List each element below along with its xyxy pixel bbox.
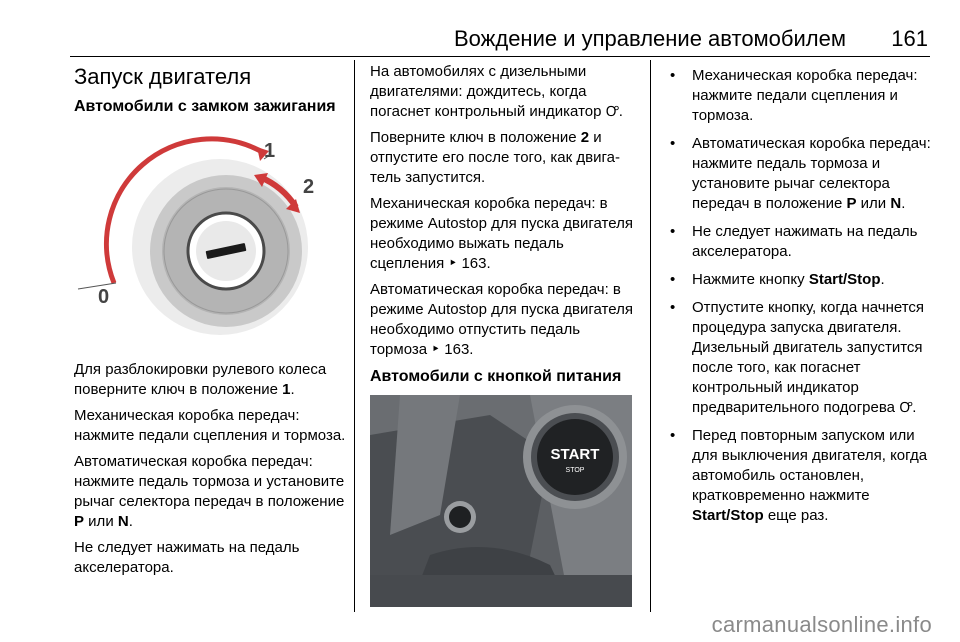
paragraph-automatic-gearbox: Автоматическая коробка передач: нажмите педаль тормоза и установите рычаг селектора передач в положение P или N.: [74, 453, 345, 530]
page-reference-link[interactable]: ‣ 163.: [448, 255, 491, 272]
paragraph-turn-key: Поверните ключ в положение 2 и отпустите его после того, как двигатель запустится.: [370, 129, 620, 186]
figure-label-1: 1: [264, 140, 276, 162]
ignition-lock-figure: [74, 131, 349, 346]
page-number: 161: [891, 26, 928, 51]
paragraph-autostop-automatic: Автоматическая коробка передач: в режиме Autostop для пуска двигателя необходимо отпустить педаль тормоза ‣ 163.: [370, 281, 633, 358]
photo-start-label: START: [550, 446, 600, 463]
subheading-ignition-lock: Автомобили с замком зажигания: [74, 98, 336, 115]
start-stop-photo: [370, 395, 632, 607]
list-item: • Отпустите кнопку, когда начнется процедура запуска двигателя. Дизельный двигатель запустится после того, как погаснет контрольный индикатор предварительного подогрева Ꝍ.: [666, 298, 932, 418]
glow-plug-icon: Ꝍ: [605, 104, 619, 120]
column-1: [74, 58, 349, 584]
list-item: • Нажмите кнопку Start/Stop.: [666, 270, 932, 290]
paragraph-autostop-manual: Механическая коробка передач: в режиме Autostop для пуска двигателя необходимо выжать педаль сцепления ‣ 163.: [370, 195, 633, 272]
page-header: [70, 28, 930, 50]
paragraph-diesel: На автомобилях с дизельными двигателями: дождитесь, когда погаснет контрольный индикатор Ꝍ.: [370, 63, 623, 120]
paragraph-accelerator: Не следует нажимать на педаль акселератора.: [74, 539, 300, 576]
photo-stop-label: STOP: [565, 467, 585, 474]
list-item: • Не следует нажимать на педаль акселератора.: [666, 222, 932, 262]
figure-label-2: 2: [303, 176, 315, 198]
column-2: [370, 58, 638, 612]
list-item: • Автоматическая коробка передач: нажмите педаль тормоза и установите рычаг селектора передач в положение P или N.: [666, 134, 932, 214]
list-item: • Перед повторным запуском или для выключения двигателя, когда автомобиль остановлен, кратковременно нажмите Start/Stop еще раз.: [666, 426, 932, 526]
column-3: [666, 58, 932, 534]
column-divider-1: [354, 60, 355, 612]
section-title: Запуск двигателя: [74, 64, 252, 89]
page-reference-link[interactable]: ‣ 163.: [431, 341, 474, 358]
list-item: • Механическая коробка передач: нажмите педали сцепления и тормоза.: [666, 66, 932, 126]
paragraph-manual-gearbox: Механическая коробка передач: нажмите педали сцепления и тормоза.: [74, 407, 346, 444]
figure-label-0: 0: [98, 286, 110, 308]
column-divider-2: [650, 60, 651, 612]
ignition-lock-illustration: [74, 131, 339, 341]
start-button-photo: [370, 395, 638, 612]
watermark: carmanualsonline.info: [711, 612, 932, 637]
subheading-power-button: Автомобили с кнопкой питания: [370, 368, 622, 385]
paragraph-unlock-steering: Для разблокировки рулевого колеса поверните ключ в положение 1.: [74, 361, 327, 398]
header-divider: [70, 56, 930, 57]
header-title: Вождение и управление автомобилем: [453, 26, 846, 51]
glow-plug-icon: Ꝍ: [899, 400, 913, 416]
